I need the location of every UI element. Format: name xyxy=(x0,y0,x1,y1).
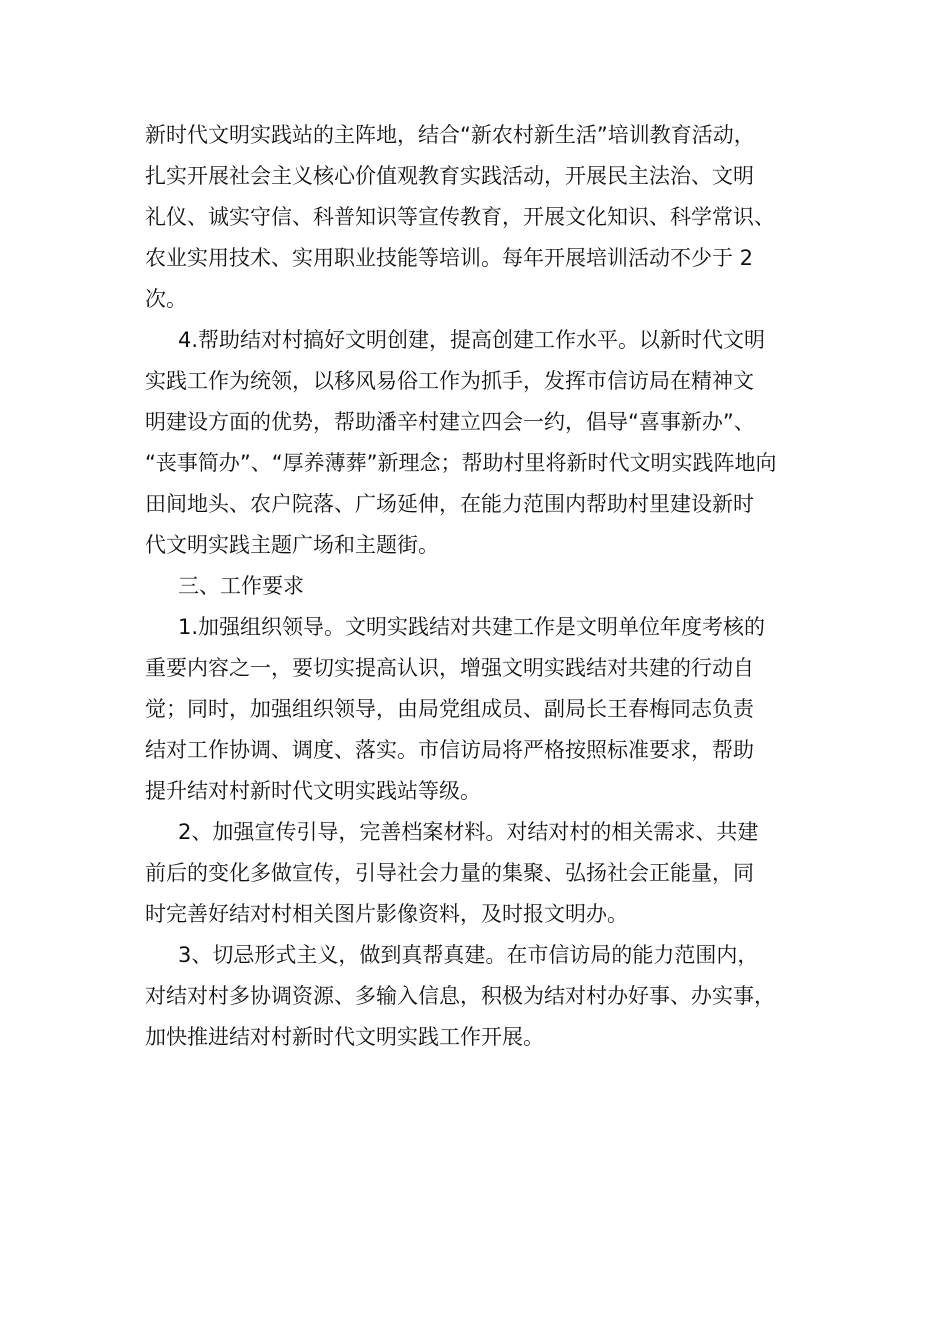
text-line: 次。 xyxy=(145,287,187,311)
text-line: 4.帮助结对村搞好文明创建，提高创建工作水平。以新时代文明 xyxy=(178,328,766,352)
text-line: 重要内容之一，要切实提高认识，增强文明实践结对共建的行动自 xyxy=(145,656,754,680)
text-line: 礼仪、诚实守信、科普知识等宣传教育，开展文化知识、科学常识、 xyxy=(145,205,775,229)
text-line: 前后的变化多做宣传，引导社会力量的集聚、弘扬社会正能量，同 xyxy=(145,861,754,885)
text-line: 时完善好结对村相关图片影像资料，及时报文明办。 xyxy=(145,902,628,926)
text-line: 提升结对村新时代文明实践站等级。 xyxy=(145,779,481,803)
paragraph-requirement-3 xyxy=(145,935,815,1058)
text-line: 1.加强组织领导。文明实践结对共建工作是文明单位年度考核的 xyxy=(178,615,766,639)
paragraph-requirement-1 xyxy=(145,607,815,812)
section-heading-work-requirements xyxy=(145,566,815,607)
text-line: 明建设方面的优势，帮助潘辛村建立四会一约，倡导“喜事新办”、 xyxy=(145,410,755,434)
text-line: 实践工作为统领，以移风易俗工作为抓手，发挥市信访局在精神文 xyxy=(145,369,754,393)
text-line: 扎实开展社会主义核心价值观教育实践活动，开展民主法治、文明 xyxy=(145,164,754,188)
text-line: 2、加强宣传引导，完善档案材料。对结对村的相关需求、共建 xyxy=(178,820,759,844)
paragraph-item-4 xyxy=(145,320,815,566)
text-line: 对结对村多协调资源、多输入信息，积极为结对村办好事、办实事， xyxy=(145,984,775,1008)
document-body xyxy=(145,115,815,1058)
text-line: 3、切忌形式主义，做到真帮真建。在市信访局的能力范围内， xyxy=(178,943,759,967)
paragraph-practice-station xyxy=(145,115,815,320)
text-line: 觉；同时，加强组织领导，由局党组成员、副局长王春梅同志负责 xyxy=(145,697,754,721)
text-line: 加快推进结对村新时代文明实践工作开展。 xyxy=(145,1025,544,1049)
text-line: “丧事简办”、“厚养薄葬”新理念；帮助村里将新时代文明实践阵地向 xyxy=(145,451,777,475)
section-heading: 三、工作要求 xyxy=(178,574,304,598)
text-line: 代文明实践主题广场和主题街。 xyxy=(145,533,439,557)
text-line: 农业实用技术、实用职业技能等培训。每年开展培训活动不少于 2 xyxy=(145,246,754,270)
text-line: 新时代文明实践站的主阵地，结合“新农村新生活”培训教育活动， xyxy=(145,123,755,147)
text-line: 结对工作协调、调度、落实。市信访局将严格按照标准要求，帮助 xyxy=(145,738,754,762)
paragraph-requirement-2 xyxy=(145,812,815,935)
text-line: 田间地头、农户院落、广场延伸，在能力范围内帮助村里建设新时 xyxy=(145,492,754,516)
